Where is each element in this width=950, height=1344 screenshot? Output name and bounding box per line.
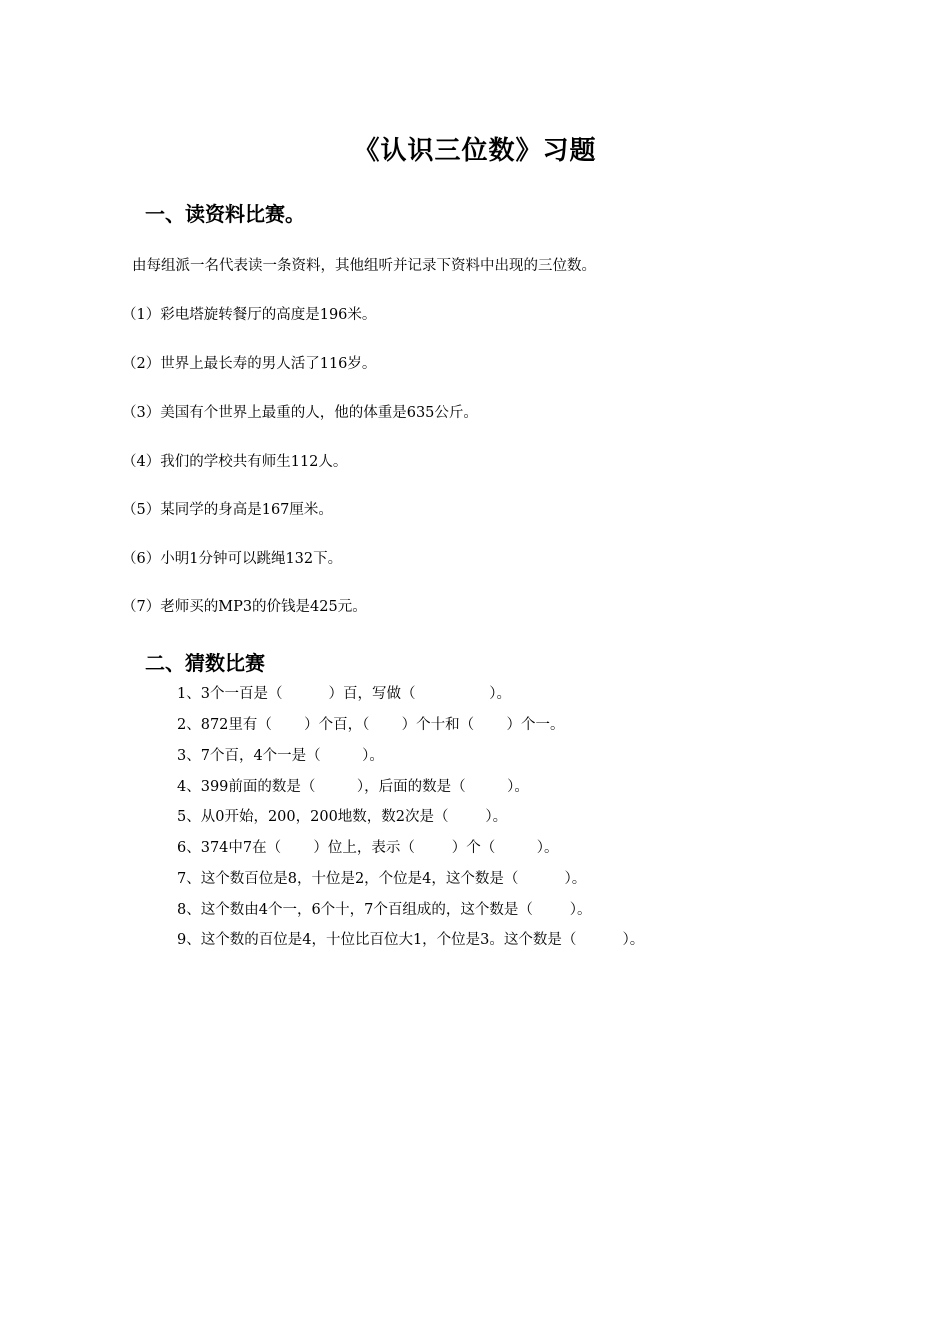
reading-item: （7）老师买的MP3的价钱是425元。: [122, 599, 367, 615]
reading-item: （6）小明1分钟可以跳绳132下。: [122, 551, 343, 567]
guess-item: 2、872里有（ ）个百，（ ）个十和（ ）个一。: [177, 717, 565, 733]
guess-item: 5、从0开始，200，200地数，数2次是（ ）。: [177, 809, 508, 825]
guess-item: 6、374中7在（ ）位上，表示（ ）个（ ）。: [177, 840, 559, 856]
reading-item: （4）我们的学校共有师生112人。: [122, 454, 348, 470]
guess-item: 7、这个数百位是8，十位是2，个位是4，这个数是（ ）。: [177, 871, 587, 887]
guess-item: 4、399前面的数是（ ），后面的数是（ ）。: [177, 779, 529, 795]
guess-item: 8、这个数由4个一，6个十，7个百组成的，这个数是（ ）。: [177, 902, 592, 918]
reading-item: （1）彩电塔旋转餐厅的高度是196米。: [122, 307, 377, 323]
guess-item: 9、这个数的百位是4，十位比百位大1，个位是3。这个数是（ ）。: [177, 932, 645, 948]
guess-item: 1、3个一百是（ ）百，写做（ ）。: [177, 686, 512, 702]
section2-heading: 二、猜数比赛: [145, 651, 265, 675]
reading-item: （2）世界上最长寿的男人活了116岁。: [122, 356, 377, 372]
reading-item: （3）美国有个世界上最重的人，他的体重是635公斤。: [122, 405, 478, 421]
section1-heading: 一、读资料比赛。: [145, 202, 305, 226]
page-title: 《认识三位数》习题: [353, 136, 597, 166]
reading-item: （5）某同学的身高是167厘米。: [122, 502, 333, 518]
guess-item: 3、7个百，4个一是（ ）。: [177, 748, 384, 764]
section1-intro: 由每组派一名代表读一条资料，其他组听并记录下资料中出现的三位数。: [132, 258, 596, 274]
